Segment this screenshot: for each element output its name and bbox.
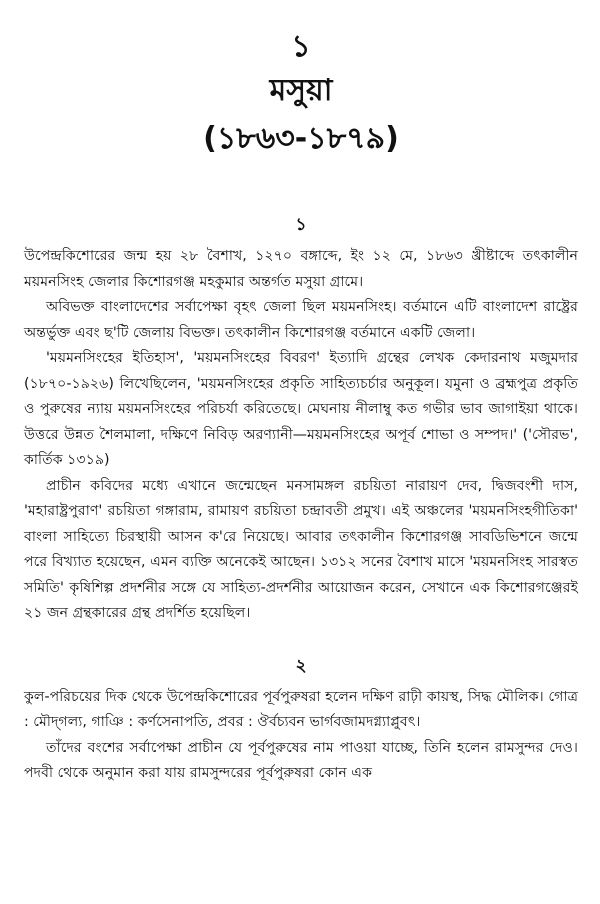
paragraph: প্রাচীন কবিদের মধ্যে এখানে জন্মেছেন মনসামঙ্গল রচয়িতা নারায়ণ দেব, দ্বিজবংশী দাস, 'মহারাষ্ট্রপুরাণ' রচয়িতা গঙ্গারাম, রামায়ণ রচয়িতা চন্দ্রাবতী প্রমুখ। এই অঞ্চলের 'ময়মনসিংহগীতিকা' বাংলা সাহিত্যে চিরস্থায়ী আসন ক'রে নিয়েছে। আবার তৎকালীন কিশোরগঞ্জ সাবডিভিশনে জন্মে পরে বিখ্যাত হয়েছেন, এমন ব্যক্তি অনেকেই আছেন। ১৩১২ সনের বৈশাখ মাসে 'ময়মনসিংহ সারস্বত সমিতি' কৃষিশিল্প প্রদর্শনীর সঙ্গে যে সাহিত্য-প্রদর্শনীর আয়োজন করেন, সেখানে এক কিশোরগঞ্জেরই ২১ জন গ্রন্থকারের গ্রন্থ প্রদর্শিত হয়েছিল। [24,477,578,621]
paragraph: কুল-পরিচয়ের দিক থেকে উপেন্দ্রকিশোরের পূর্বপুরুষরা হলেন দক্ষিণ রাঢ়ী কায়স্থ, সিদ্ধ মৌলিক। গোত্র : মৌদ্‌গল্য, গাঞি : কর্ণসেনাপতি, প্রবর : ঔর্বচ্যবন ভার্গবজামদগ্ন্যাপ্লুবৎ। [24,688,578,730]
section-2 [24,685,578,787]
section-number-2: ২ [295,655,307,676]
section-1 [24,244,578,627]
paragraph: 'ময়মনসিংহের ইতিহাস', 'ময়মনসিংহের বিবরণ' ইত্যাদি গ্রন্থের লেখক কেদারনাথ মজুমদার (১৮৭০-১৯২৬) লিখেছিলেন, 'ময়মনসিংহের প্রকৃতি সাহিত্যচর্চার অনুকূল। যমুনা ও ব্রহ্মপুত্র প্রকৃতি ও পুরুষের ন্যায় ময়মনসিংহের পরিচর্যা করিতেছে। মেঘনায় নীলাম্বু কত গভীর ভাব জাগাইয়া থাকে। উত্তরে উন্নত শৈলমালা, দক্ষিণে নিবিড় অরণ্যানী—ময়মনসিংহের অপূর্ব শোভা ও সম্পদ।' ('সৌরভ', কার্তিক ১৩১৯) [24,350,578,468]
chapter-title: মসুয়া [269,73,333,108]
paragraph: তাঁদের বংশের সর্বাপেক্ষা প্রাচীন যে পূর্বপুরুষের নাম পাওয়া যাচ্ছে, তিনি হলেন রামসুন্দর দেও। পদবী থেকে অনুমান করা যায় রামসুন্দরের পূর্বপুরুষরা কোন এক [24,739,578,781]
section-number-1: ১ [295,215,307,235]
chapter-years: (১৮৬৩-১৮৭৯) [203,121,399,156]
chapter-number: ১ [291,29,311,64]
paragraph: উপেন্দ্রকিশোরের জন্ম হয় ২৮ বৈশাখ, ১২৭০ বঙ্গাব্দে, ইং ১২ মে, ১৮৬৩ খ্রীষ্টাব্দে তৎকালীন ময়মনসিংহ জেলার কিশোরগঞ্জ মহকুমার অন্তর্গত মসুয়া গ্রামে। [24,248,578,290]
paragraph: অবিভক্ত বাংলাদেশের সর্বাপেক্ষা বৃহৎ জেলা ছিল ময়মনসিংহ। বর্তমানে এটি বাংলাদেশ রাষ্ট্রের অন্তর্ভুক্ত এবং ছ'টি জেলায় বিভক্ত। তৎকালীন কিশোরগঞ্জ বর্তমানে একটি জেলা। [24,299,578,341]
